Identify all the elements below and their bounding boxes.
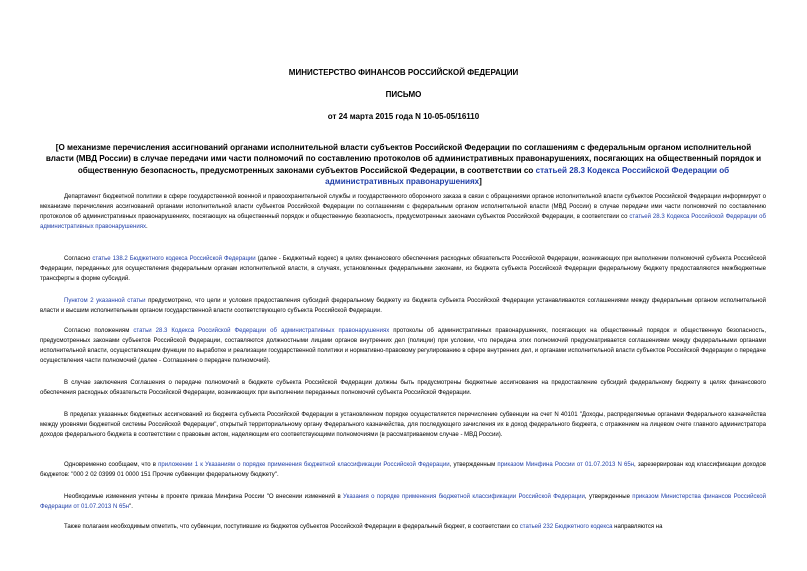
paragraph-tail: . xyxy=(146,224,148,231)
paragraph-text: протоколы об административных правонарушениях, посягающих на общественный порядок и общественную безопасность, предусмотренных законами субъектов Российской Федерации, составляются должностными лицами органов внутренних дел (полиции) при условии, что передача этих полномочий предусматривается соглашениями между федеральными органами исполнительной власти, осуществляющим функции по выработке и реализации государственной политики и нормативно-правовому регулированию в сфере внутренних дел, и органами исполнительной власти субъектов Российской Федерации о передаче осуществления части полномочий (далее - Соглашение о передаче полномочий). xyxy=(40,328,766,365)
subject-link-article-28-3[interactable]: статьей 28.3 Кодекса Российской Федерации об административных правонарушениях xyxy=(325,165,730,187)
paragraph-text: В случае заключения Соглашения о передаче полномочий в бюджете субъекта Российской Федерации должны быть предусмотрены бюджетные ассигнования на предоставление субсидий федеральному бюджету в целях финансового обеспечения расходных обязательств Российской Федерации, возникающих при выполнении переданных полномочий субъекта Российской Федерации. xyxy=(40,380,766,397)
paragraph-text: Согласно xyxy=(64,256,93,262)
subject-close-bracket: ] xyxy=(479,177,482,187)
paragraph-text: , утвержденным xyxy=(449,462,498,468)
paragraph-text: Департамент бюджетной политики в сфере государственной военной и правоохранительной службы и государственного оборонного заказа в связи с обращениями органов исполнительной власти субъектов Российской Федерации информирует о механизме перечисления ассигнований органами исполнительной власти субъектов Российской Федерации по соглашениям с федеральным органом исполнительной власти (МВД России) в случае передачи ими части полномочий по составлению протоколов об административных правонарушениях, посягающих на общественный порядок и общественную безопасность, предусмотренных законами субъектов Российской Федерации, в соответствии со xyxy=(40,194,766,221)
document-subject xyxy=(45,142,762,188)
paragraph-1 xyxy=(40,192,766,232)
subject-text: [О механизме перечисления ассигнований органами исполнительной власти субъектов Российской Федерации по соглашениям с федеральным органом исполнительной власти (МВД России) в случае передачи ими части полномочий по составлению протоколов об административных правонарушениях, посягающих на общественный порядок и общественную безопасность, предусмотренных законами субъектов Российской Федерации, в соответствии со xyxy=(45,143,762,175)
paragraph-text: Также полагаем необходимым отметить, что субвенции, поступившие из бюджетов субъектов Российской Федерации в федеральный бюджет, в соответствии со xyxy=(64,524,520,530)
ministry-title: МИНИСТЕРСТВО ФИНАНСОВ РОССИЙСКОЙ ФЕДЕРАЦИИ xyxy=(288,68,519,77)
paragraph-text: , зарезервирован код классификации доходов бюджетов: "000 2 02 03999 01 0000 151 Прочие субвенции федеральному бюджету". xyxy=(40,462,766,479)
paragraph-5 xyxy=(40,378,766,398)
link-article-28-3[interactable]: статьей 28.3 Кодекса Российской Федерации об административных правонарушениях xyxy=(40,214,766,231)
paragraph-8 xyxy=(40,492,766,512)
paragraph-text: направляются на xyxy=(612,524,663,530)
document-date-number: от 24 марта 2015 года N 10-05-05/16110 xyxy=(327,112,480,121)
paragraph-text: Необходимые изменения учтены в проекте приказа Минфина России "О внесении изменений в xyxy=(64,494,344,500)
link-order-65n[interactable]: приказом Минфина России от 01.07.2013 N 65н xyxy=(497,462,635,468)
paragraph-6 xyxy=(40,410,766,440)
paragraph-9 xyxy=(40,522,766,532)
paragraph-3 xyxy=(40,296,766,316)
paragraph-text: ". xyxy=(129,504,133,511)
paragraph-4 xyxy=(40,326,766,366)
link-article-232[interactable]: статьей 232 Бюджетного кодекса xyxy=(519,524,613,530)
document-type: ПИСЬМО xyxy=(385,90,422,99)
paragraph-text: Одновременно сообщаем, что в xyxy=(64,462,159,468)
paragraph-text: (далее - Бюджетный кодекс) в целях финансового обеспечения расходных обязательств Российской Федерации, возникающих при выполнении полномочий субъекта Российской Федерации, переданных для осуществления федеральным органам исполнительной власти, в случаях, установленных федеральными законами, из бюджета субъекта Российской Федерации федеральному бюджету предоставляются межбюджетные трансферты в форме субсидий. xyxy=(40,256,766,283)
link-order-minfin-65n[interactable]: приказом Министерства финансов Российской Федерации от 01.07.2013 N 65н xyxy=(40,494,767,511)
link-appendix-1[interactable]: приложении 1 к Указаниям о порядке применения бюджетной классификации Российской Федерации xyxy=(158,462,450,468)
paragraph-text: предусмотрено, что цели и условия предоставления субсидий федеральному бюджету из бюджета субъекта Российской Федерации устанавливаются соглашениями между федеральным органом исполнительной власти и высшим исполнительным органом государственной власти соответствующего субъекта Российской Федерации. xyxy=(40,298,766,315)
paragraph-7 xyxy=(40,460,766,480)
paragraph-2 xyxy=(40,254,766,284)
paragraph-text: В пределах указанных бюджетных ассигнований из бюджета субъекта Российской Федерации в установленном порядке осуществляется перечисление субвенции на счет N 40101 "Доходы, распределяемые органами Федерального казначейства между уровнями бюджетной системы Российской Федерации", открытый территориальному органу Федерального казначейства, для последующего зачисления их в доход федерального бюджета, с отражением на лицевом счете главного администратора доходов федерального бюджета в соответствии с правовым актом, наделяющим его соответствующими полномочиями (в рассматриваемом случае - МВД России). xyxy=(40,412,766,439)
link-point-2[interactable]: Пунктом 2 указанной статьи xyxy=(64,298,146,304)
paragraph-text: Согласно положениям xyxy=(64,328,134,334)
link-article-138-2[interactable]: статье 138.2 Бюджетного кодекса Российской Федерации xyxy=(92,256,256,262)
link-article-28-3-koap[interactable]: статьи 28.3 Кодекса Российской Федерации об административных правонарушениях xyxy=(133,328,390,334)
link-instructions[interactable]: Указания о порядке применения бюджетной классификации Российской Федерации xyxy=(343,494,585,500)
paragraph-text: , утвержденные xyxy=(584,494,633,500)
